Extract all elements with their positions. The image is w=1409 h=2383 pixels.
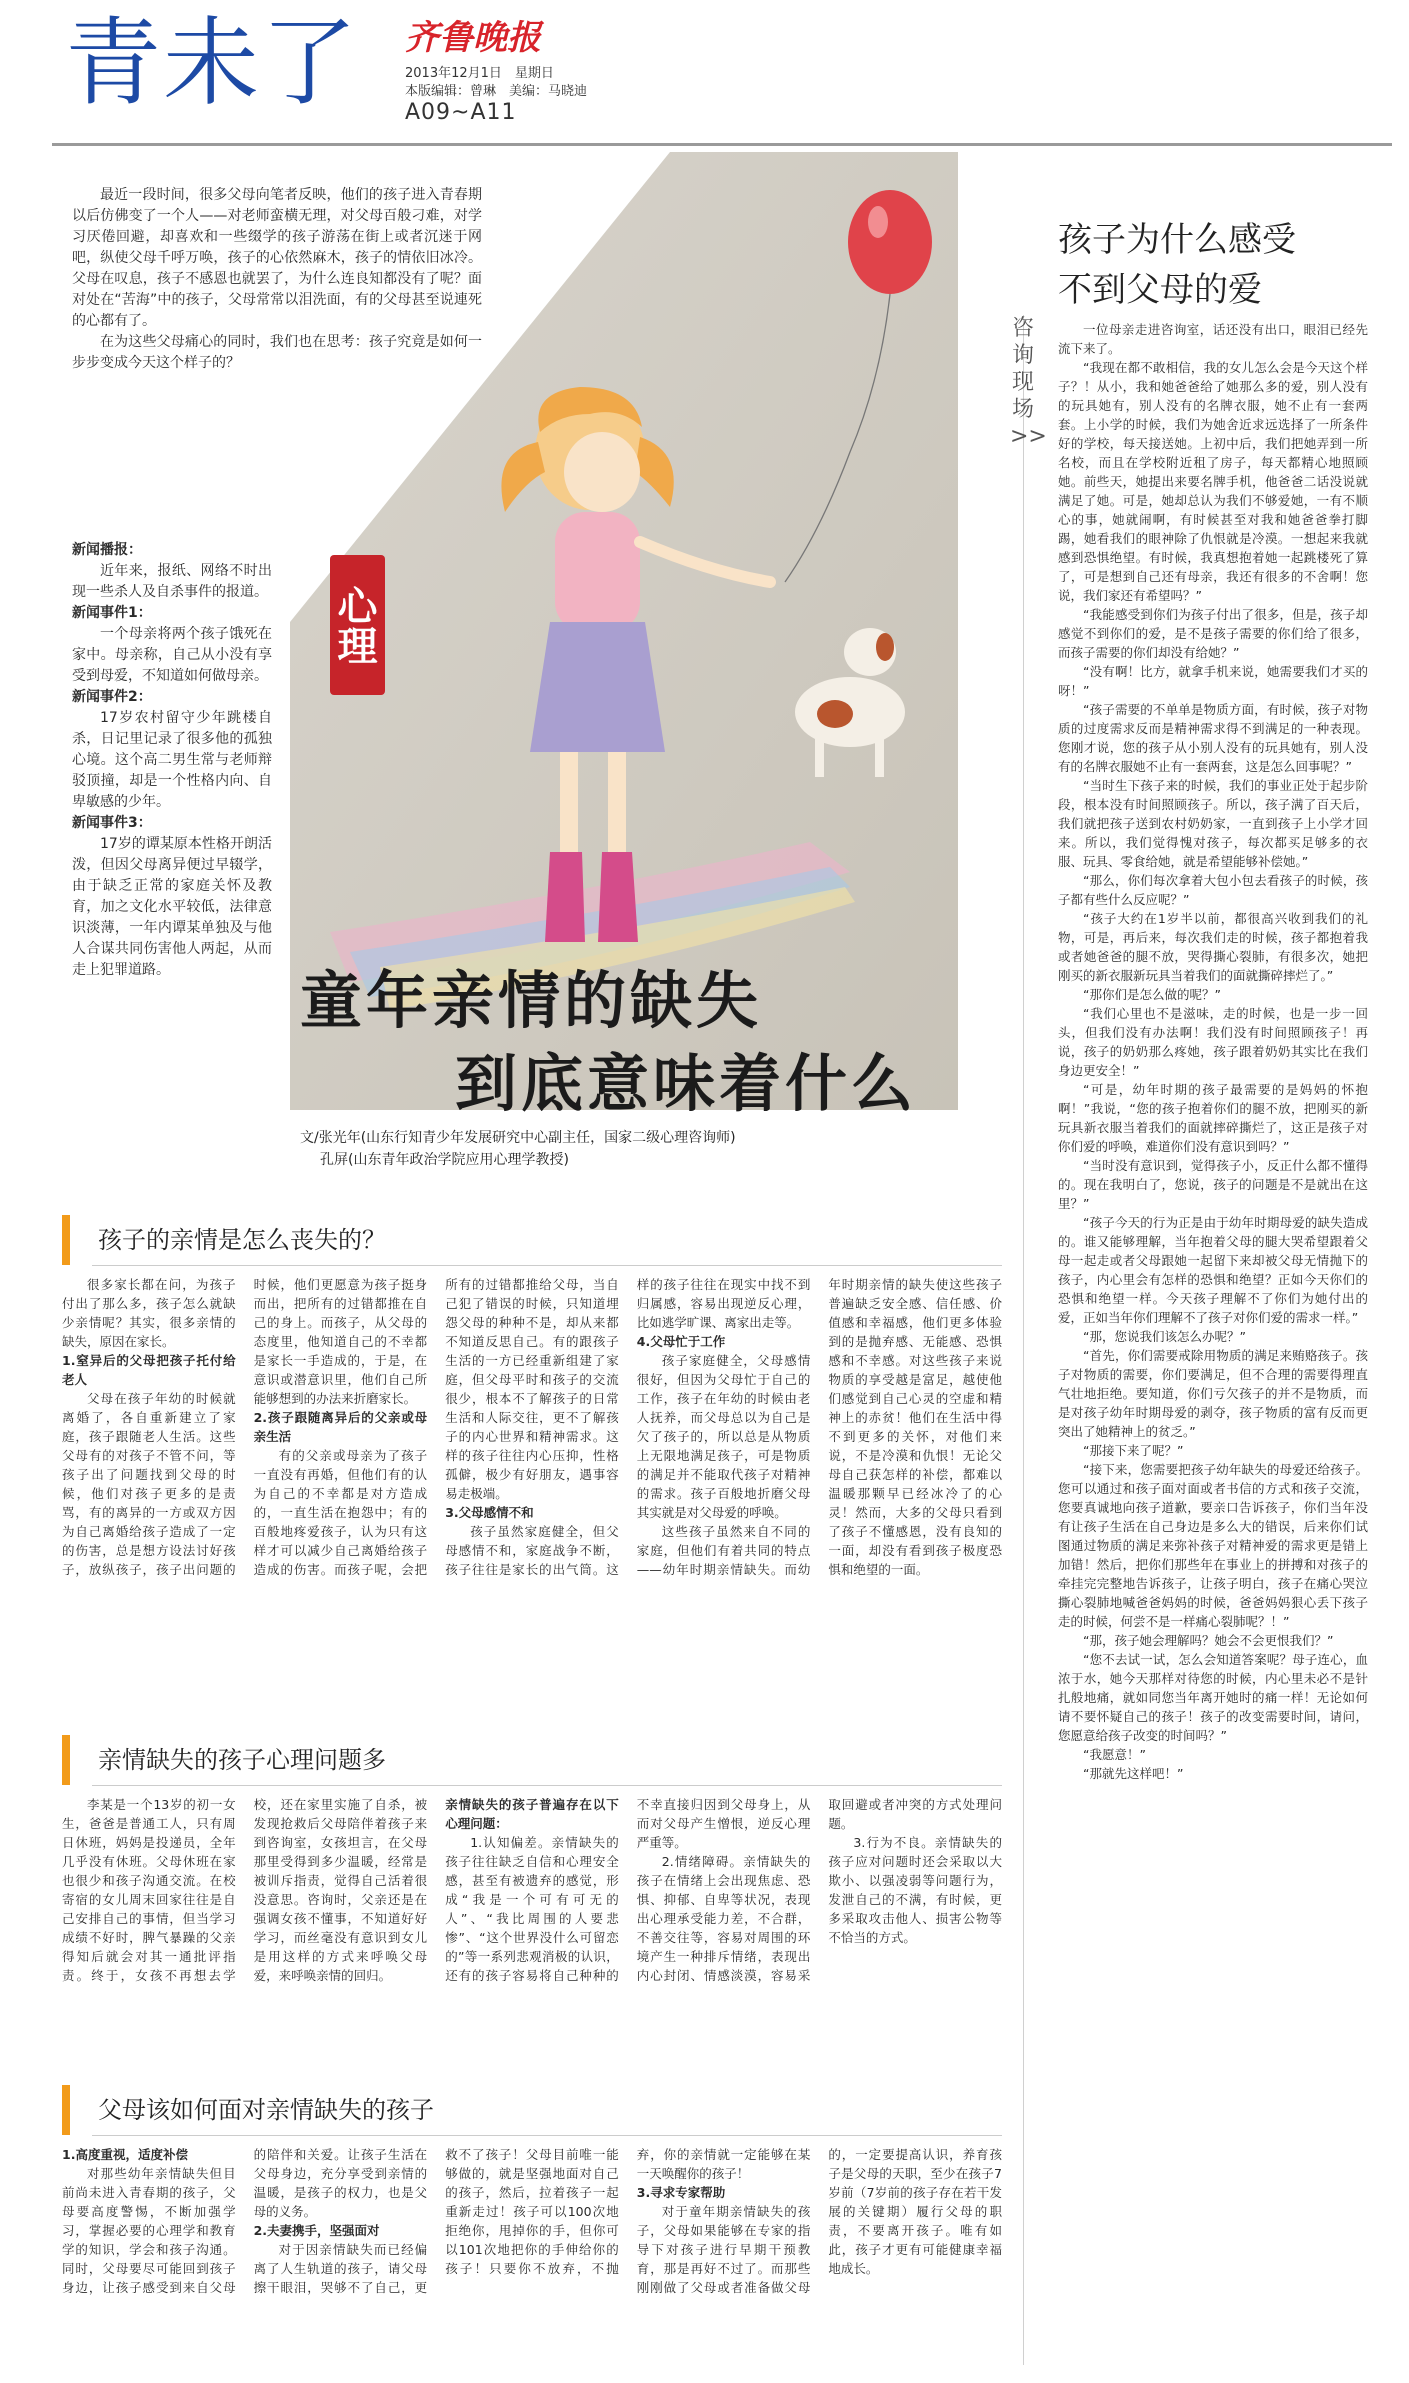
- consultation-paragraph: “我们心里也不是滋味，走的时候，也是一步一回头，但我们没有办法啊！我们没有时间照顾孩子！再说，孩子的奶奶那么疼她，孩子跟着奶奶其实比在我们身边更安全！”: [1058, 1006, 1368, 1078]
- subheading: 1.窒异后的父母把孩子托付给老人: [62, 1353, 236, 1387]
- news-text: 17岁的谭某原本性格开朗活泼，但因父母离异便过早辍学，由于缺乏正常的家庭关怀及教育，加之文化水平较低，法律意识淡薄，一年内谭某单独及与他人合谋共同伤害他人两起，从而走上犯罪道路。: [72, 836, 272, 978]
- editors-credit: 本版编辑：曾琳 美编：马晓迪: [405, 84, 588, 99]
- issue-date: 2013年12月1日 星期日: [405, 66, 554, 81]
- consultation-paragraph: “您不去试一试，怎么会知道答案呢？母子连心，血浓于水，她今天那样对待您的时候，内心里未必不是针扎般地痛，就如同您当年离开她时的痛一样！无论如何请不要怀疑自己的孩子！孩子的改变需要时间，请问，您愿意给孩子改变的时间吗？”: [1058, 1652, 1368, 1743]
- section-title: 亲情缺失的孩子心理问题多: [98, 1746, 386, 1774]
- section-header: [62, 2085, 1002, 2135]
- intro-text: [72, 185, 482, 374]
- body-paragraph: 这些孩子虽然来自不同的家庭，但他们有着共同的特点——幼年时期亲情缺失。而幼年时期亲情的缺失使这些孩子普遍缺乏安全感、信任感、价值感和幸福感，他们更多体验到的是抛弃感、无能感、恐惧感和不幸感。对这些孩子来说物质的享受越是富足，越使他们感觉到自己心灵的空虚和精神上的赤贫！他们在生活中得不到更多的关怀，对他们来说，不是冷漠和仇恨！无论父母自己获怎样的补偿，都难以温暖那颗早已经冰冷了的心灵！然而，大多的父母只看到了孩子不懂感恩，没有良知的一面，却没有看到孩子极度恐惧和绝望的一面。: [636, 1277, 1002, 1577]
- body-paragraph: 很多家长都在问，为孩子付出了那么多，孩子怎么就缺少亲情呢？其实，很多亲情的缺失，原因在家长。: [62, 1277, 236, 1349]
- section-rule: [92, 1785, 1002, 1786]
- byline-author2: 孔屏(山东青年政治学院应用心理学教授): [320, 1152, 569, 1168]
- consultation-paragraph: “我能感受到你们为孩子付出了很多，但是，孩子却感觉不到你们的爱，是不是孩子需要的你们给了很多，而孩子需要的你们却没有给她？”: [1058, 607, 1368, 660]
- news-label: 新闻事件1：: [72, 605, 152, 621]
- newspaper-logo: 齐鲁晚报: [405, 18, 541, 58]
- body-paragraph: 有的父亲或母亲为了孩子一直没有再婚，但他们有的认为自己的不幸都是对方造成的，一直生活在抱怨中；有的百般地疼爱孩子，认为只有这样才可以减少自己离婚给孩子造成的伤害。而孩子呢，会把所有的过错都推给父母，当自己犯了错误的时候，只知道埋怨父母的种种不是，却从来都不知道反思自己。有的跟孩子生活的一方已经重新组建了家庭，但父母平时和孩子的交流很少，根本不了解孩子的日常生活和人际交往，更不了解孩子的内心世界和精神需求。这样的孩子往往内心压抑，性格孤僻，极少有好朋友，遇事容易走极端。: [253, 1277, 619, 1577]
- intro-paragraph-2: 在为这些父母痛心的同时，我们也在思考：孩子究竟是如何一步步变成今天这个样子的？: [72, 334, 482, 371]
- sidebar-title-line2: 不到父母的爱: [1058, 270, 1262, 310]
- news-column: [72, 540, 272, 981]
- body-paragraph: 孩子家庭健全，父母感情很好，但因为父母忙于自己的工作，孩子在年幼的时候由老人抚养，而父母总以为自己是欠了孩子的，所以总是从物质上无限地满足孩子，可是物质的满足并不能取代孩子对精神的需求。孩子百般地折磨父母其实就是对父母爱的呼唤。: [636, 1353, 811, 1520]
- body-paragraph: 1.认知偏差。亲情缺失的孩子往往缺乏自信和心理安全感，甚至有被遗弃的感觉，形成“我是一个可有可无的人”、“我比周围的人要悲惨”、“这个世界没什么可留恋的”等一系列悲观消极的认识，还有的孩子容易将自己种种的不幸直接归因到父母身上，从而对父母产生憎恨，逆反心理严重等。: [445, 1797, 811, 1983]
- masthead-rule: [52, 143, 1392, 146]
- subheading: 3.寻求专家帮助: [636, 2185, 726, 2200]
- section-body: [62, 1275, 1002, 1755]
- section-bar: [62, 1215, 70, 1265]
- subheading: 3.父母感情不和: [445, 1505, 534, 1520]
- body-paragraph: 对那些幼年亲情缺失但目前尚未进入青春期的孩子，父母要高度警惕，不断加强学习，掌握必要的心理学和教育学的知识，学会和孩子沟通。同时，父母要尽可能回到孩子身边，让孩子感受到来自父母的陪伴和关爱。让孩子生活在父母身边，充分享受到亲情的温暖，是孩子的权力，也是父母的义务。: [62, 2147, 428, 2295]
- news-label: 新闻事件3：: [72, 815, 152, 831]
- consultation-label: 咨询现场>>: [1010, 316, 1047, 449]
- body-paragraph: 3.行为不良。亲情缺失的孩子应对问题时还会采取以大欺小、以强凌弱等问题行为，发泄自己的不满，有时候，更多采取攻击他人、损害公物等不恰当的方式。: [828, 1835, 1002, 1945]
- headline-line1: 童年亲情的缺失: [300, 964, 763, 1037]
- page-range: A09~A11: [405, 100, 517, 125]
- consultation-paragraph: “我现在都不敢相信，我的女儿怎么会是今天这个样子？！从小，我和她爸爸给了她那么多的爱，别人没有的玩具她有，别人没有的名牌衣服，她不止有一套两套。上小学的时候，我们为她舍近求远选择了一所条件好的学校，每天接送她。上初中后，我们把她弄到一所名校，而且在学校附近租了房子，每天都精心地照顾她。前些天，她提出来要名牌手机，他爸爸二话没说就满足了她。可是，她却总认为我们不够爱她，一有不顺心的事，她就闹啊，有时候甚至对我和她爸爸拳打脚踢，她看我们的眼神除了仇恨就是冷漠。一想起来我就感到恐惧绝望。有时候，我真想抱着她一起跳楼死了算了，可是想到自己还有母亲，我还有很多的不舍啊！您说，我们家还有希望吗？”: [1058, 360, 1368, 603]
- consultation-paragraph: “当时生下孩子来的时候，我们的事业正处于起步阶段，根本没有时间照顾孩子。所以，孩子满了百天后，我们就把孩子送到农村奶奶家，一直到孩子上小学才回来。所以，我们觉得愧对孩子，每次都买足够多的衣服、玩具、零食给她，就是希望能够补偿她。”: [1058, 778, 1368, 869]
- section-title: 青未了: [65, 7, 359, 119]
- section-bar: [62, 1735, 70, 1785]
- consultation-paragraph: “那，您说我们该怎么办呢？”: [1083, 1329, 1246, 1344]
- consultation-paragraph: “那么，你们每次拿着大包小包去看孩子的时候，孩子都有些什么反应呢？”: [1058, 873, 1368, 907]
- psychology-seal: 心理: [330, 555, 385, 695]
- subheading: 2.夫妻携手，坚强面对: [253, 2223, 380, 2238]
- consultation-paragraph: “没有啊！比方，就拿手机来说，她需要我们才买的呀！”: [1058, 664, 1368, 698]
- news-text: 一个母亲将两个孩子饿死在家中。母亲称，自己从小没有享受到母爱，不知道如何做母亲。: [72, 626, 272, 684]
- body-paragraph: 李某是一个13岁的初一女生，爸爸是普通工人，只有周日休班，妈妈是投递员，全年几乎没有休班。父母休班在家也很少和孩子沟通交流。在校寄宿的女儿周末回家往往是自己安排自己的事情，但当学习成绩不好时，脾气暴躁的父亲得知后就会对其一通批评指责。终于，女孩不再想去学校，还在家里实施了自杀，被发现抢救后父母陪伴着孩子来到咨询室，女孩坦言，在父母那里受得到多少温暖，经常是被训斥指责，觉得自己活着很没意思。咨询时，父亲还是在强调女孩不懂事，不知道好好学习，而丝毫没有意识到女儿是用这样的方式来呼唤父母爱，来呼唤亲情的回归。: [62, 1797, 428, 1983]
- consultation-paragraph: “那接下来了呢？”: [1083, 1443, 1184, 1458]
- consultation-paragraph: “那你们是怎么做的呢？”: [1083, 987, 1221, 1002]
- consultation-paragraph: 一位母亲走进咨询室，话还没有出口，眼泪已经先流下来了。: [1058, 322, 1368, 356]
- section-header: [62, 1215, 1002, 1265]
- subheading: 1.高度重视，适度补偿: [62, 2147, 188, 2162]
- news-label: 新闻播报：: [72, 542, 142, 558]
- consultation-text: [1058, 320, 1368, 1783]
- subheading: 2.孩子跟随离异后的父亲或母亲生活: [253, 1410, 428, 1444]
- section-header: [62, 1735, 1002, 1785]
- consultation-paragraph: “孩子需要的不单单是物质方面，有时候，孩子对物质的过度需求反而是精神需求得不到满足的一种表现。您刚才说，您的孩子从小别人没有的玩具她有，别人没有的名牌衣服她不止有一套两套，这是怎么回事呢？”: [1058, 702, 1368, 774]
- consultation-paragraph: “接下来，您需要把孩子幼年缺失的母爱还给孩子。您可以通过和孩子面对面或者书信的方式和孩子交流，您要真诚地向孩子道歉，要亲口告诉孩子，你们当年没有让孩子生活在自己身边是多么大的错误，后来你们试图通过物质的满足来弥补孩子对精神爱的需求更是错上加错！然后，把你们那些年在事业上的拼搏和对孩子的牵挂完完整地告诉孩子，让孩子明白，孩子在痛心哭泣撕心裂肺地喊爸爸妈妈的时候，爸爸妈妈狠心丢下孩子走的时候，何尝不是一样痛心裂肺呢？！”: [1058, 1462, 1368, 1629]
- intro-paragraph-1: 最近一段时间，很多父母向笔者反映，他们的孩子进入青春期以后仿佛变了一个人——对老师蛮横无理，对父母百般刁难，对学习厌倦回避，却喜欢和一些缀学的孩子游荡在街上或者沉迷于网吧，纵使父母千呼万唤，孩子的心依然麻木，孩子的情依旧冰冷。父母在叹息，孩子不感恩也就罢了，为什么连良知都没有了呢？面对处在“苦海”中的孩子，父母常常以泪洗面，有的父母甚至说連死的心都有了。: [72, 187, 482, 329]
- consultation-paragraph: “我愿意！”: [1083, 1747, 1146, 1762]
- section-rule: [92, 1265, 1002, 1266]
- consultation-paragraph: “可是，幼年时期的孩子最需要的是妈妈的怀抱啊！”我说，“您的孩子抱着你们的腿不放，把刚买的新玩具新衣服当着我们的面就摔碎撕烂了，这正是孩子对你们爱的呼唤，难道你们没有意识到吗？”: [1058, 1082, 1368, 1154]
- balloon: [848, 190, 932, 294]
- sidebar-title: [1058, 215, 1296, 315]
- column-divider: [1023, 315, 1024, 2365]
- consultation-paragraph: “首先，你们需要戒除用物质的满足来贿赂孩子。孩子对物质的需要，你们要满足，但不合理的需要得理直气壮地拒绝。要知道，你们亏欠孩子的并不是物质，而是对孩子幼年时期母爱的剥夺，孩子物质的富有反而更突出了她精神上的贫乏。”: [1058, 1348, 1368, 1439]
- section-body: [62, 1795, 1002, 2085]
- section-title: 孩子的亲情是怎么丧失的？: [98, 1226, 386, 1254]
- body-paragraph: 孩子虽然家庭健全，但父母感情不和，家庭战争不断，孩子往往是家长的出气筒。这样的孩子往往在现实中找不到归属感，容易出现逆反心理，比如逃学旷课、离家出走等。: [445, 1277, 811, 1577]
- subheading: 4.父母忙于工作: [636, 1334, 726, 1349]
- news-label: 新闻事件2：: [72, 689, 152, 705]
- section-title: 父母该如何面对亲情缺失的孩子: [98, 2096, 434, 2124]
- consultation-paragraph: “孩子今天的行为正是由于幼年时期母爱的缺失造成的。谁又能够理解，当年抱着父母的腿大哭希望跟着父母一起走或者父母跟她一起留下来却被父母无情抛下的孩子，内心里会有怎样的恐惧和绝望？正如今天你们的恐惧和绝望一样。今天孩子理解不了你们为她付出的爱，正如当年你们理解不了孩子对你们爱的需求一样。”: [1058, 1215, 1368, 1325]
- news-text: 17岁农村留守少年跳楼自杀，日记里记录了很多他的孤独心境。这个高二男生常与老师辩驳顶撞，却是一个性格内向、自卑敏感的少年。: [72, 710, 272, 810]
- body-paragraph: 对于因亲情缺失而已经偏离了人生轨道的孩子，请父母擦干眼泪，哭够不了自己，更救不了孩子！父母目前唯一能够做的，就是坚强地面对自己的孩子，然后，拉着孩子一起重新走过！孩子可以100次地拒绝你，甩掉你的手，但你可以101次地把你的手伸给你的孩子！只要你不放弃，不抛弃，你的亲情就一定能够在某一天唤醒你的孩子！: [253, 2147, 811, 2295]
- headline-line2: 到底意味着什么: [455, 1047, 918, 1120]
- consultation-paragraph: “那就先这样吧！”: [1083, 1766, 1184, 1781]
- consultation-paragraph: “孩子大约在1岁半以前，都很高兴收到我们的礼物，可是，再后来，每次我们走的时候，孩子都抱着我或者她爸爸的腿不放，哭得撕心裂肺，有很多次，她把刚买的新衣服新玩具当着我们的面就撕碎摔烂了。”: [1058, 911, 1368, 983]
- news-text: 近年来，报纸、网络不时出现一些杀人及自杀事件的报道。: [72, 563, 272, 600]
- byline-author1: 文/张光年(山东行知青少年发展研究中心副主任，国家二级心理咨询师): [300, 1130, 736, 1146]
- body-paragraph: 2.情绪障碍。亲情缺失的孩子在情绪上会出现焦虑、恐惧、抑郁、自卑等状况，表现出心理承受能力差，不合群，不善交往等，容易对周围的环境产生一种排斥情绪，表现出内心封闭、情感淡漠，容易采取回避或者冲突的方式处理问题。: [636, 1797, 1002, 1983]
- body-paragraph: 父母在孩子年幼的时候就离婚了，各自重新建立了家庭，孩子跟随老人生活。这些父母有的对孩子不管不问，等孩子出了问题找到父母的时候，他们对孩子更多的是责骂，有的离异的一方或双方因为自己离婚给孩子造成了一定的伤害，总是想方设法讨好孩子，放纵孩子，孩子出问题的时候，他们更愿意为孩子挺身而出，把所有的过错都推在自己的身上。而孩子，从父母的态度里，他知道自己的不幸都是家长一手造成的，于是，在意识或潜意识里，他们自己所能够想到的办法来折磨家长。: [62, 1277, 428, 1577]
- section-body: [62, 2145, 1002, 2370]
- body-paragraph: 对于童年期亲情缺失的孩子，父母如果能够在专家的指导下对孩子进行早期干预教育，那是再好不过了。而那些刚刚做了父母或者准备做父母的，一定要提高认识，养育孩子是父母的天职，至少在孩子7岁前（7岁前的孩子存在若干发展的关键期）履行父母的职责，不要离开孩子。唯有如此，孩子才更有可能健康幸福地成长。: [636, 2147, 1002, 2295]
- section-rule: [92, 2135, 1002, 2136]
- sidebar-title-line1: 孩子为什么感受: [1058, 220, 1296, 260]
- subheading: 亲情缺失的孩子普遍存在以下心理问题：: [445, 1797, 619, 1831]
- consultation-paragraph: “那，孩子她会理解吗？她会不会更恨我们？”: [1083, 1633, 1334, 1648]
- section-bar: [62, 2085, 70, 2135]
- consultation-paragraph: “当时没有意识到，觉得孩子小，反正什么都不懂得的。现在我明白了，您说，孩子的问题是不是就出在这里？”: [1058, 1158, 1368, 1211]
